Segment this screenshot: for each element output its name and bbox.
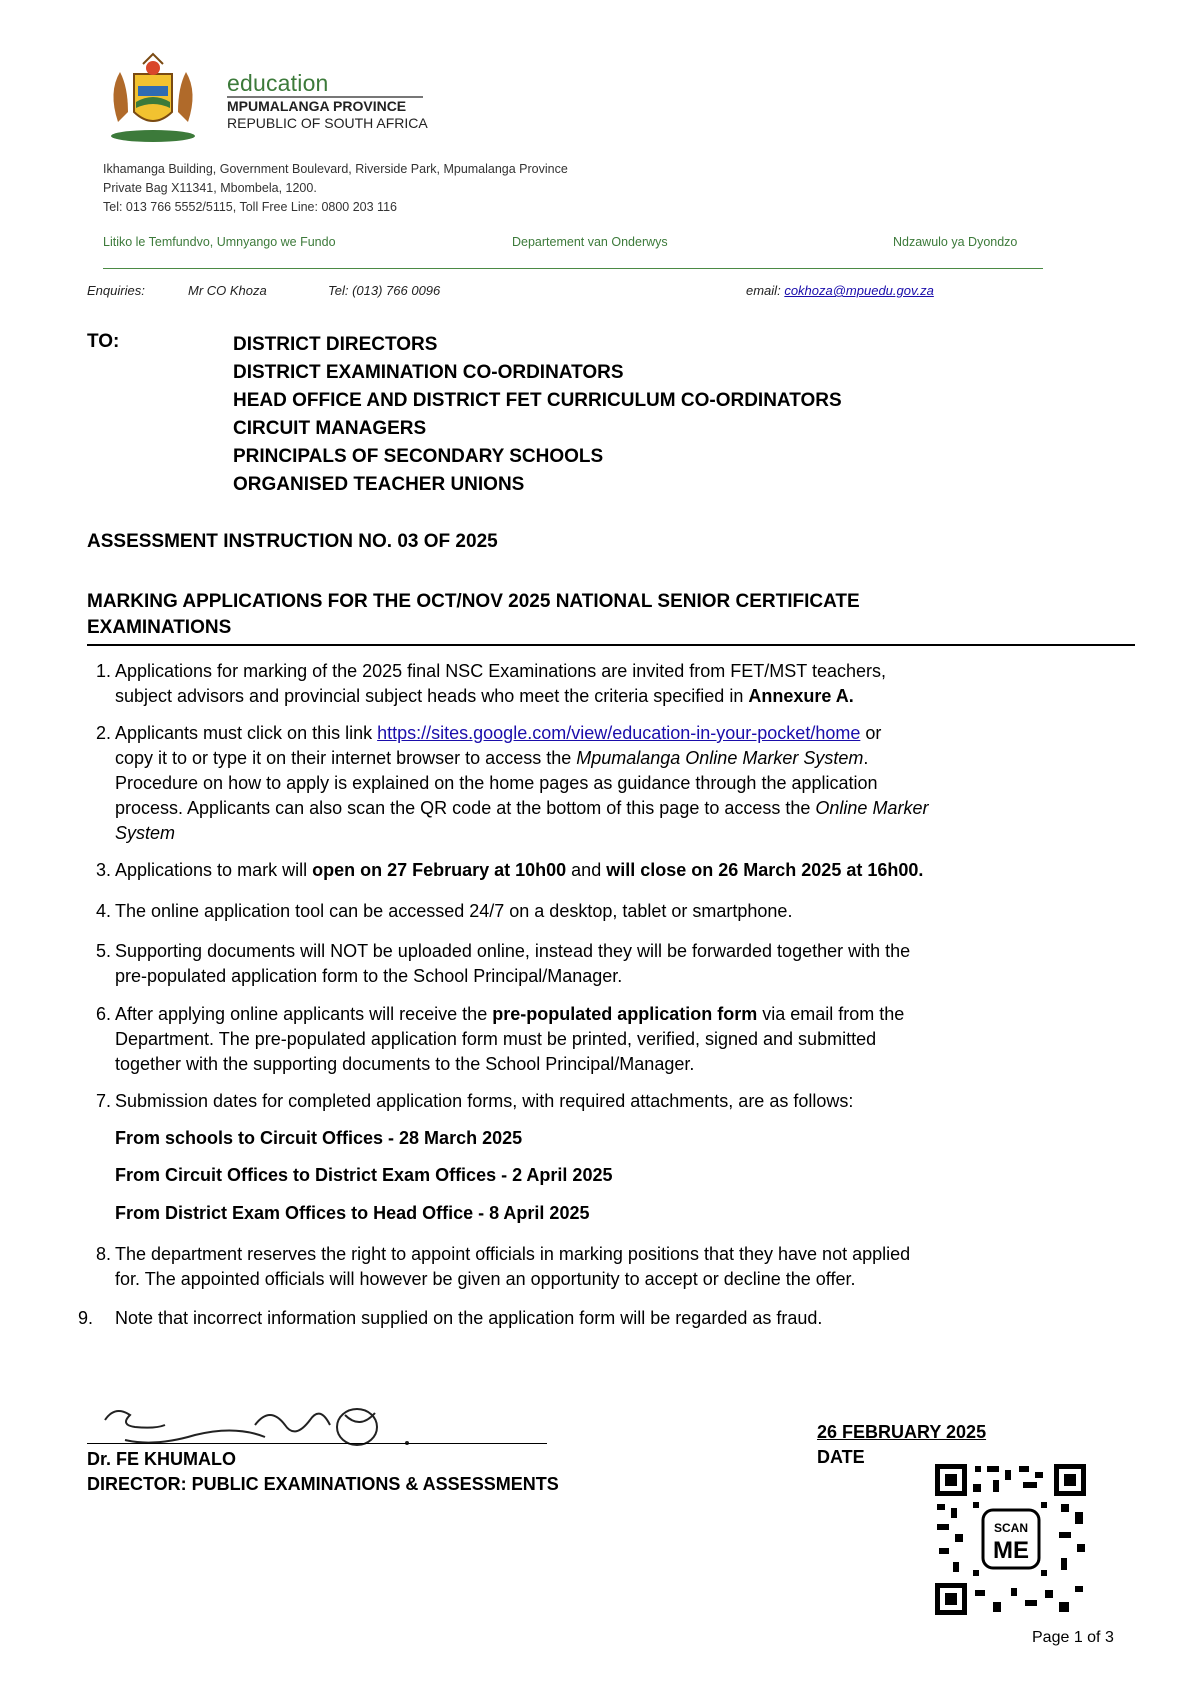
item-number: 4.	[95, 901, 111, 921]
item-line: pre-populated application form to the School Principal/Manager.	[115, 966, 623, 986]
online-marker-link[interactable]: https://sites.google.com/view/education-in-your-pocket/home	[377, 723, 861, 743]
address-line-2: Private Bag X11341, Mbombela, 1200.	[103, 181, 317, 195]
list-item-1	[87, 659, 1137, 709]
email-label: email:	[746, 283, 781, 298]
coat-of-arms-icon	[98, 52, 208, 144]
item-line: together with the supporting documents to the School Principal/Manager.	[115, 1054, 695, 1074]
language-afrikaans: Departement van Onderwys	[512, 235, 668, 249]
item-number: 7.	[95, 1091, 111, 1111]
list-item-5	[87, 939, 1137, 989]
recipient-line: PRINCIPALS OF SECONDARY SCHOOLS	[233, 446, 604, 467]
letter-date: 26 FEBRUARY 2025	[817, 1422, 987, 1442]
recipient-line: DISTRICT DIRECTORS	[233, 334, 438, 355]
qr-me-label: ME	[993, 1537, 1029, 1564]
recipient-list	[233, 331, 842, 499]
item-line: for. The appointed officials will however be given an opportunity to accept or decline the offer.	[115, 1269, 856, 1289]
item-line: System	[115, 823, 176, 843]
item-line: Department. The pre-populated application form must be printed, verified, signed and submitted	[115, 1029, 877, 1049]
enquiries-name: Mr CO Khoza	[188, 283, 267, 298]
item-number: 6.	[95, 1004, 111, 1024]
item-line: After applying online applicants will receive the pre-populated application form via email from the	[115, 1004, 905, 1024]
item-line: The department reserves the right to appoint officials in marking positions that they have not applied	[115, 1244, 911, 1264]
item-line: Applications to mark will open on 27 February at 10h00 and will close on 26 March 2025 at 16h00.	[115, 860, 924, 880]
submission-date-schools: From schools to Circuit Offices - 28 March 2025	[115, 1128, 523, 1148]
letterhead-divider	[103, 268, 1043, 269]
language-xitsonga: Ndzawulo ya Dyondzo	[893, 235, 1018, 249]
item-line: The online application tool can be accessed 24/7 on a desktop, tablet or smartphone.	[115, 901, 793, 921]
address-line-3: Tel: 013 766 5552/5115, Toll Free Line: 0800 203 116	[103, 200, 397, 214]
item-line: process. Applicants can also scan the QR code at the bottom of this page to access the Online Marker	[115, 798, 929, 818]
signature-line	[87, 1443, 547, 1444]
date-label: DATE	[817, 1447, 865, 1467]
recipient-line: ORGANISED TEACHER UNIONS	[233, 474, 525, 495]
qr-scan-label: SCAN	[993, 1521, 1029, 1535]
list-item-8	[87, 1242, 1137, 1292]
item-line: Supporting documents will NOT be uploaded online, instead they will be forwarded together with the	[115, 941, 911, 961]
item-line: copy it to or type it on their internet browser to access the Mpumalanga Online Marker System.	[115, 748, 869, 768]
item-number: 3.	[95, 860, 111, 880]
recipient-line: CIRCUIT MANAGERS	[233, 418, 427, 439]
subject-line-1: MARKING APPLICATIONS FOR THE OCT/NOV 2025 NATIONAL SENIOR CERTIFICATE	[87, 591, 860, 612]
list-item-7	[87, 1089, 1137, 1114]
language-siswati: Litiko le Temfundvo, Umnyango we Fundo	[103, 235, 336, 249]
enquiries-label: Enquiries:	[87, 283, 145, 298]
enquiries-tel: Tel: (013) 766 0096	[328, 283, 441, 298]
list-item-4	[87, 899, 1137, 924]
list-item-9	[77, 1306, 1137, 1331]
item-number: 1.	[95, 661, 111, 681]
submission-date-district: From District Exam Offices to Head Office - 8 April 2025	[115, 1203, 590, 1223]
item-line: subject advisors and provincial subject heads who meet the criteria specified in Annexure A.	[115, 686, 854, 706]
instruction-title: ASSESSMENT INSTRUCTION NO. 03 OF 2025	[87, 531, 498, 552]
item-line: Procedure on how to apply is explained on the home pages as guidance through the application	[115, 773, 878, 793]
item-line: Applicants must click on this link https://sites.google.com/view/education-in-your-pocket/home or	[115, 723, 882, 743]
list-item-3	[87, 858, 1137, 883]
enquiries-email	[746, 283, 934, 298]
email-link[interactable]: cokhoza@mpuedu.gov.za	[784, 283, 934, 298]
item-number: 9.	[77, 1308, 93, 1328]
submission-date-circuit: From Circuit Offices to District Exam Offices - 2 April 2025	[115, 1165, 613, 1185]
recipient-line: HEAD OFFICE AND DISTRICT FET CURRICULUM CO-ORDINATORS	[233, 390, 842, 411]
item-number: 5.	[95, 941, 111, 961]
signatory-name: Dr. FE KHUMALO	[87, 1449, 237, 1469]
list-item-2	[87, 721, 1137, 846]
page-number: Page 1 of 3	[1032, 1629, 1114, 1646]
recipient-line: DISTRICT EXAMINATION CO-ORDINATORS	[233, 362, 624, 383]
item-line: Submission dates for completed application forms, with required attachments, are as follows:	[115, 1091, 854, 1111]
item-number: 8.	[95, 1244, 111, 1264]
subject-line-2: EXAMINATIONS	[87, 617, 232, 638]
qr-code-icon[interactable]	[933, 1462, 1088, 1617]
address-line-1: Ikhamanga Building, Government Boulevard, Riverside Park, Mpumalanga Province	[103, 162, 568, 176]
letterhead-title: education	[227, 70, 329, 96]
letterhead-republic: REPUBLIC OF SOUTH AFRICA	[227, 115, 428, 131]
to-label: TO:	[87, 331, 120, 352]
subject-underline	[87, 644, 1135, 646]
item-line: Note that incorrect information supplied on the application form will be regarded as fraud.	[115, 1308, 823, 1328]
signatory-title: DIRECTOR: PUBLIC EXAMINATIONS & ASSESSMENTS	[87, 1474, 559, 1494]
item-line: Applications for marking of the 2025 final NSC Examinations are invited from FET/MST teachers,	[115, 661, 887, 681]
letterhead-province: MPUMALANGA PROVINCE	[227, 98, 407, 114]
item-number: 2.	[95, 723, 111, 743]
list-item-6	[87, 1002, 1137, 1077]
